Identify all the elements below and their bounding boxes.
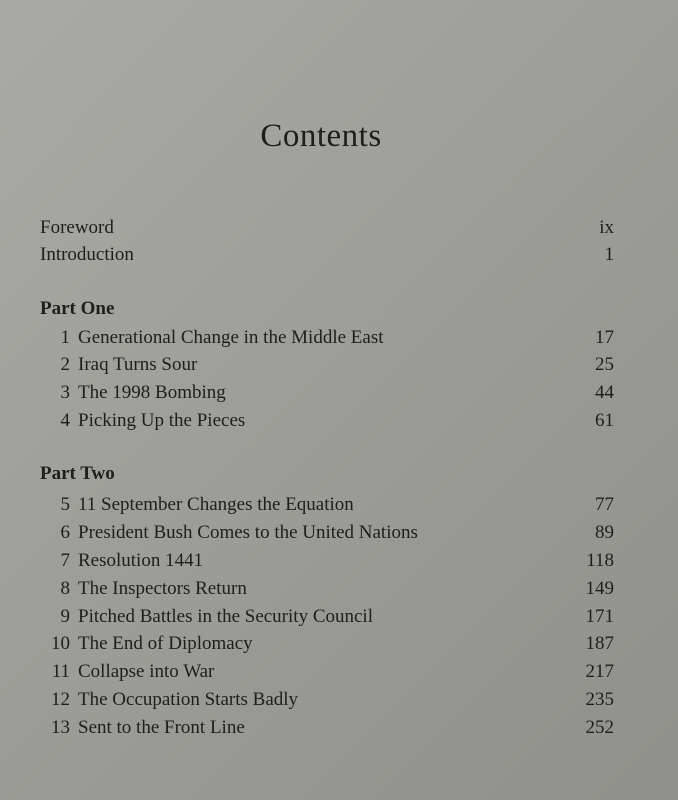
chapter-title: President Bush Comes to the United Nations [78,522,418,543]
chapter-number: 10 [51,633,70,654]
chapter-page: 187 [585,633,614,654]
entry-label: Foreword [40,217,114,238]
toc-chapter [40,632,614,656]
chapter-title: Picking Up the Pieces [78,410,246,431]
chapter-title: Generational Change in the Middle East [78,327,384,348]
chapter-title: Pitched Battles in the Security Council [78,606,373,627]
toc-chapter [40,381,614,405]
chapter-title: Collapse into War [78,661,215,682]
toc-chapter [40,688,614,712]
chapter-page: 252 [585,717,614,738]
chapter-page: 61 [595,410,614,431]
entry-page: 1 [604,244,614,265]
entry-label: Introduction [40,244,134,265]
toc-entry-foreword [40,216,614,240]
chapter-number: 5 [60,494,70,515]
chapter-number: 11 [51,661,70,682]
chapter-page: 77 [595,494,614,515]
chapter-page: 217 [585,661,614,682]
toc-chapter [40,549,614,573]
chapter-page: 25 [595,354,614,375]
part-heading-two: Part Two [40,463,115,484]
toc-chapter [40,353,614,377]
toc-chapter [40,493,614,517]
toc-chapter [40,605,614,629]
chapter-number: 3 [60,382,70,403]
chapter-number: 7 [60,550,70,571]
toc-entry-introduction [40,243,614,267]
toc-chapter [40,660,614,684]
chapter-page: 17 [595,327,614,348]
page-title: Contents [260,118,382,154]
chapter-number: 2 [60,354,70,375]
chapter-number: 4 [60,410,70,431]
chapter-title: The Inspectors Return [78,578,247,599]
chapter-page: 89 [595,522,614,543]
chapter-page: 149 [585,578,614,599]
chapter-page: 118 [586,550,614,571]
toc-chapter [40,409,614,433]
chapter-title: The Occupation Starts Badly [78,689,299,710]
chapter-number: 13 [51,717,70,738]
toc-chapter [40,521,614,545]
chapter-title: The End of Diplomacy [78,633,253,654]
chapter-number: 12 [51,689,70,710]
chapter-title: 11 September Changes the Equation [78,494,354,515]
toc-chapter [40,326,614,350]
chapter-page: 44 [595,382,614,403]
part-heading-one: Part One [40,298,115,319]
chapter-page: 171 [585,606,614,627]
entry-page: ix [599,217,614,238]
chapter-title: Resolution 1441 [78,550,204,571]
chapter-number: 8 [60,578,70,599]
chapter-number: 6 [60,522,70,543]
chapter-title: Iraq Turns Sour [78,354,198,375]
toc-chapter [40,577,614,601]
chapter-title: Sent to the Front Line [78,717,245,738]
toc-chapter [40,716,614,740]
chapter-page: 235 [585,689,614,710]
chapter-title: The 1998 Bombing [78,382,226,403]
chapter-number: 1 [60,327,70,348]
chapter-number: 9 [60,606,70,627]
